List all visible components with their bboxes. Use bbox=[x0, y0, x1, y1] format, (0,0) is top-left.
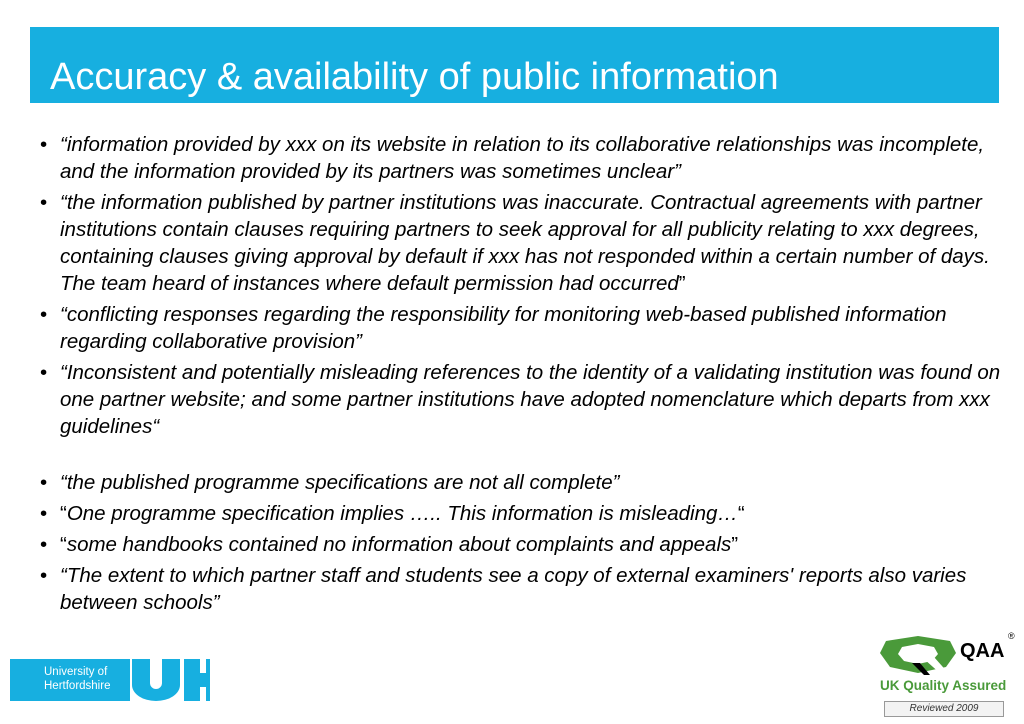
bullet-marker: • bbox=[40, 303, 48, 326]
bullet-item-2 bbox=[40, 189, 1020, 297]
bullet-item-6 bbox=[40, 500, 1020, 527]
bullet-text: some handbooks contained no information about complaints and appeals bbox=[66, 533, 732, 556]
bullet-marker: • bbox=[40, 471, 48, 494]
bullet-text: “Inconsistent and potentially misleading references to the identity of a validating institution was found on one partner website; and some partner institutions have adopted nomenclature which departs from xxx guidelines“ bbox=[60, 361, 1001, 438]
qaa-reviewed-badge: Reviewed 2009 bbox=[884, 701, 1004, 717]
bullet-close-quote: ” bbox=[678, 272, 686, 295]
bullet-marker: • bbox=[40, 133, 48, 156]
qaa-registered-mark: ® bbox=[1008, 631, 1015, 641]
bullet-close-quote: “ bbox=[737, 502, 745, 525]
bullet-item-3 bbox=[40, 301, 1020, 355]
slide-title: Accuracy & availability of public information bbox=[50, 56, 779, 98]
bullet-text: “the published programme specifications are not all complete” bbox=[60, 471, 620, 494]
bullet-marker: • bbox=[40, 564, 48, 587]
qaa-name: QAA bbox=[960, 640, 1005, 662]
qaa-mark-icon bbox=[878, 633, 958, 677]
bullet-list bbox=[40, 131, 1020, 620]
bullet-text: “The extent to which partner staff and students see a copy of external examiners' reports also varies between schools” bbox=[60, 564, 967, 614]
uh-logo-icon bbox=[10, 659, 210, 701]
bullet-text: “information provided by xxx on its website in relation to its collaborative relationships was incomplete, and the information provided by its partners was sometimes unclear” bbox=[60, 133, 985, 183]
bullet-close-quote: ” bbox=[731, 533, 739, 556]
bullet-marker: • bbox=[40, 191, 48, 214]
bullet-text: “the information published by partner institutions was inaccurate. Contractual agreements with partner institutions contain clauses requiring partners to seek approval for all publicity relating to xxx degrees, containing clauses giving approval by default if xxx has not responded within a certain number of days. The team heard of instances where default permission had occurred bbox=[60, 191, 990, 295]
bullet-item-1 bbox=[40, 131, 1020, 185]
bullet-text: “conflicting responses regarding the responsibility for monitoring web-based published information regarding collaborative provision” bbox=[60, 303, 947, 353]
bullet-item-8 bbox=[40, 562, 1020, 616]
bullet-open-quote: “ bbox=[60, 533, 67, 556]
qaa-assured-text: UK Quality Assured bbox=[880, 678, 1007, 693]
bullet-item-7 bbox=[40, 531, 1020, 558]
title-bar bbox=[30, 27, 999, 103]
bullet-item-5 bbox=[40, 469, 1020, 496]
bullet-marker: • bbox=[40, 533, 48, 556]
bullet-item-4 bbox=[40, 359, 1020, 440]
qaa-logo-icon bbox=[876, 631, 1016, 719]
uh-logo-line1: University of bbox=[44, 666, 108, 678]
bullet-open-quote: “ bbox=[60, 502, 67, 525]
bullet-marker: • bbox=[40, 502, 48, 525]
uh-logo-line2: Hertfordshire bbox=[44, 680, 111, 692]
bullet-text: One programme specification implies ….. This information is misleading… bbox=[66, 502, 738, 525]
bullet-marker: • bbox=[40, 361, 48, 384]
uh-letters-icon bbox=[10, 659, 210, 701]
